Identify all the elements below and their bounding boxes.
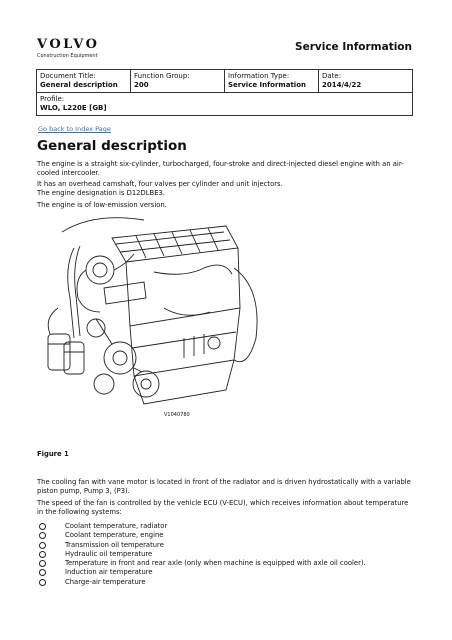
list-item	[37, 522, 366, 531]
paragraph-camshaft: It has an overhead camshaft, four valves per cylinder and unit injectors.	[37, 180, 283, 188]
circle-bullet-icon	[39, 569, 46, 576]
list-item-text: Transmission oil temperature	[65, 540, 164, 549]
list-item	[37, 578, 366, 587]
document-meta-table	[36, 69, 413, 116]
function-group-label: Function Group:	[134, 72, 190, 80]
meta-cell-function-group	[131, 70, 225, 93]
meta-cell-document-title	[37, 70, 131, 93]
circle-bullet-icon	[39, 579, 46, 586]
information-type-label: Information Type:	[228, 72, 290, 80]
paragraph-cooling-fan: The cooling fan with vane motor is located in front of the radiator and is driven hydrostatically with a variable piston pump, Pump 3, (P3).	[37, 478, 411, 496]
paragraph-designation: The engine designation is D12DLBE3.	[37, 189, 165, 197]
figure-caption: Figure 1	[37, 450, 69, 458]
list-item	[37, 541, 366, 550]
profile-label: Profile:	[40, 95, 65, 103]
circle-bullet-icon	[39, 532, 46, 539]
back-to-index-link[interactable]: Go back to Index Page	[38, 125, 111, 133]
figure-reference-code: V1040780	[164, 412, 190, 418]
list-item	[37, 568, 366, 577]
paragraph-fan-speed: The speed of the fan is controlled by the vehicle ECU (V-ECU), which receives information about temperature in the following systems:	[37, 499, 409, 517]
list-item	[37, 550, 366, 559]
meta-cell-profile	[37, 93, 413, 116]
temperature-systems-list	[37, 522, 366, 587]
document-type-heading: Service Information	[295, 41, 412, 53]
list-item-text: Hydraulic oil temperature	[65, 549, 153, 558]
function-group-value: 200	[134, 81, 149, 89]
document-title-value: General description	[40, 81, 118, 89]
page-title: General description	[37, 138, 187, 154]
circle-bullet-icon	[39, 542, 46, 549]
document-title-label: Document Title:	[40, 72, 96, 80]
date-label: Date:	[322, 72, 342, 80]
meta-cell-date	[319, 70, 413, 93]
circle-bullet-icon	[39, 560, 46, 567]
paragraph-engine-type: The engine is a straight six-cylinder, turbocharged, four-stroke and direct-injected diesel engine with an air-cooled intercooler.	[37, 160, 404, 178]
profile-value: WLO, L220E [GB]	[40, 104, 107, 112]
paragraph-emission: The engine is of low-emission version.	[37, 201, 167, 209]
list-item-text: Temperature in front and rear axle (only when machine is equipped with axle oil cooler).	[65, 559, 366, 568]
list-item	[37, 531, 366, 540]
brand-subtitle: Construction Equipment	[37, 53, 98, 59]
meta-cell-information-type	[225, 70, 319, 93]
brand-wordmark: VOLVO	[37, 37, 100, 52]
list-item-text: Coolant temperature, engine	[65, 531, 164, 540]
circle-bullet-icon	[39, 523, 46, 530]
engine-illustration	[34, 208, 266, 428]
information-type-value: Service Information	[228, 81, 306, 89]
date-value: 2014/4/22	[322, 81, 362, 89]
volvo-logo	[37, 38, 99, 59]
list-item-text: Charge-air temperature	[65, 577, 146, 586]
list-item-text: Induction air temperature	[65, 568, 153, 577]
list-item	[37, 559, 366, 568]
list-item-text: Coolant temperature, radiator	[65, 522, 168, 530]
circle-bullet-icon	[39, 551, 46, 558]
